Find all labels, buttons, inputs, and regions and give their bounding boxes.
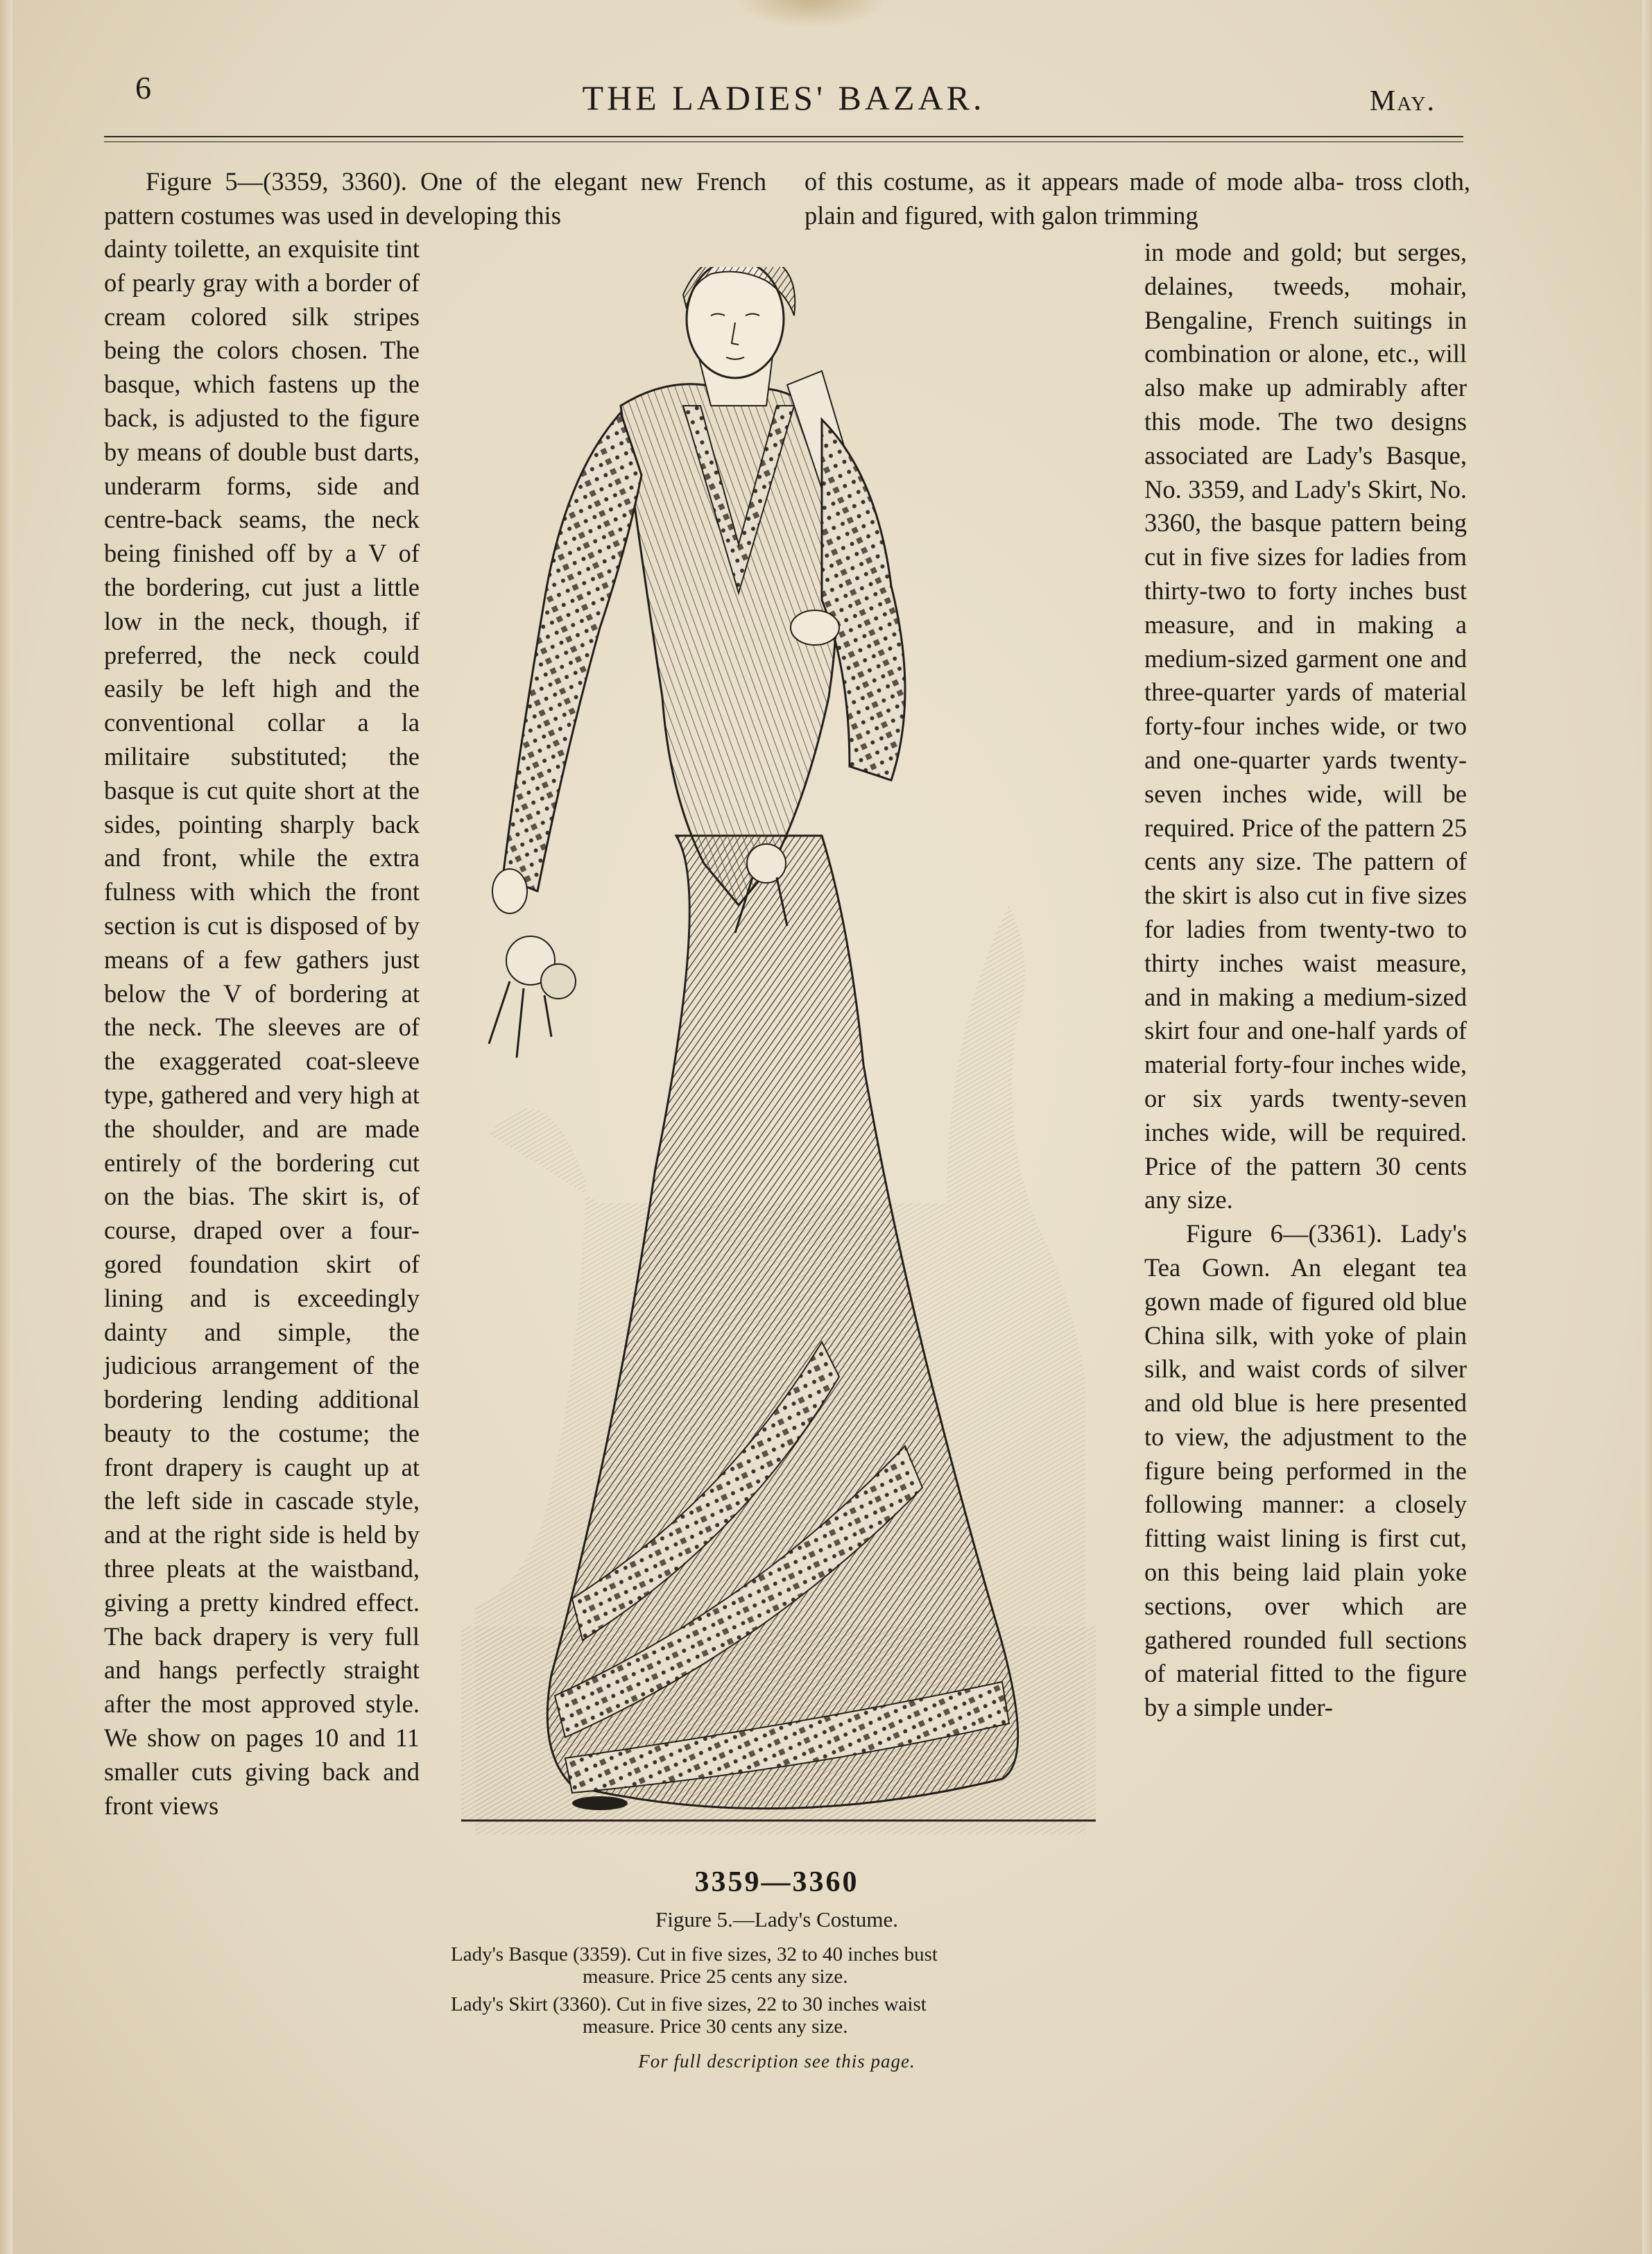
intro-text-right: of this costume, as it appears made of mode alba- tross cloth, plain and figured, with galon trimming: [805, 167, 1470, 230]
skirt-line-2: measure. Price 30 cents any size.: [583, 2015, 848, 2038]
article-paragraph: dainty toilette, an exquisite tint of pearly gray with a border of cream colored silk stripes being the colors chosen. The basque, which fastens up the back, is adjusted to the figure by means of double bust darts, underarm forms, side and centre-back seams, the neck being finished off by a V of the bordering, cut just a little low in the neck, though, if preferred, the neck could easily be left high and the conventional collar a la militaire substituted; the basque is cut quite short at the sides, pointing sharply back and front, while the extra fulness with which the front section is cut is disposed of by means of a few gathers just below the V of bordering at the neck. The sleeves are of the exaggerated coat-sleeve type, gathered and very high at the shoulder, and are made entirely of the bordering cut on the bias. The skirt is, of course, draped over a four-gored foundation skirt of lining and is exceedingly dainty and simple, the judicious arrangement of the bordering lending additional beauty to the costume; the front drapery is caught up at the left side in cascade style, and at the right side is held by three pleats at the waistband, giving a pretty kindred effect. The back drapery is very full and hangs perfectly straight after the most approved style. We show on pages 10 and 11 smaller cuts giving back and front views: [104, 234, 420, 1820]
basque-line-2: measure. Price 25 cents any size.: [583, 1965, 848, 1988]
header-rule: [104, 136, 1463, 137]
article-paragraph-pattern: in mode and gold; but serges, delaines, tweeds, mohair, Bengaline, French suitings in combination or alone, etc., will also make up admirably after this mode. The two designs associated are Lady's Basque, No. 3359, and Lady's Skirt, No. 3360, the basque pattern being cut in five sizes for ladies from thirty-two to forty inches bust measure, and in making a medium-sized garment one and three-quarter yards of material forty-four inches wide, or two and one-quarter yards twenty-seven inches wide, will be required. Price of the pattern 25 cents any size. The pattern of the skirt is also cut in five sizes for ladies from twenty-two to thirty inches waist measure, and in making a medium-sized skirt four and one-half yards of material forty-four inches wide, or six yards twenty-seven inches wide, will be required. Price of the pattern 30 cents any size.: [1144, 238, 1467, 1214]
skirt-description: [451, 1993, 1110, 2038]
article-paragraph-figure-6: Figure 6—(3361). Lady's Tea Gown. An elegant tea gown made of figured old blue China silk, with yoke of plain silk, and waist cords of silver and old blue is here presented to view, the adjustment to the figure being performed in the following manner: a closely fitting waist lining is first cut, on this being laid plain yoke sections, over which are gathered rounded full sections of material fitted to the figure by a simple under-: [1144, 1219, 1467, 1722]
figure-caption: Figure 5.—Lady's Costume.: [655, 1907, 898, 1932]
magazine-title: THE LADIES' BAZAR.: [582, 78, 986, 117]
page-edge-right: [1642, 0, 1652, 2254]
article-column-right: [1144, 236, 1467, 1725]
figure-number: 3359—3360: [694, 1866, 859, 1898]
figure-note: For full description see this page.: [638, 2051, 915, 2072]
skirt-line-1: Lady's Skirt (3360). Cut in five sizes, 22 to 30 inches waist: [451, 1993, 927, 2015]
article-column-left: [104, 232, 420, 1823]
header-rule-thin: [104, 141, 1463, 142]
issue-month: May.: [1369, 85, 1436, 117]
basque-description: [451, 1943, 1110, 1988]
page-edge-left: [0, 0, 12, 2254]
page-header: [104, 69, 1463, 132]
costume-illustration: [461, 267, 1096, 1834]
paper-stain: [735, 0, 888, 28]
basque-line-1: Lady's Basque (3359). Cut in five sizes, 32 to 40 inches bust: [451, 1943, 938, 1965]
intro-text-left: Figure 5—(3359, 3360). One of the elegant new French pattern costumes was used in developing this: [104, 167, 766, 230]
page-number: 6: [135, 70, 151, 105]
